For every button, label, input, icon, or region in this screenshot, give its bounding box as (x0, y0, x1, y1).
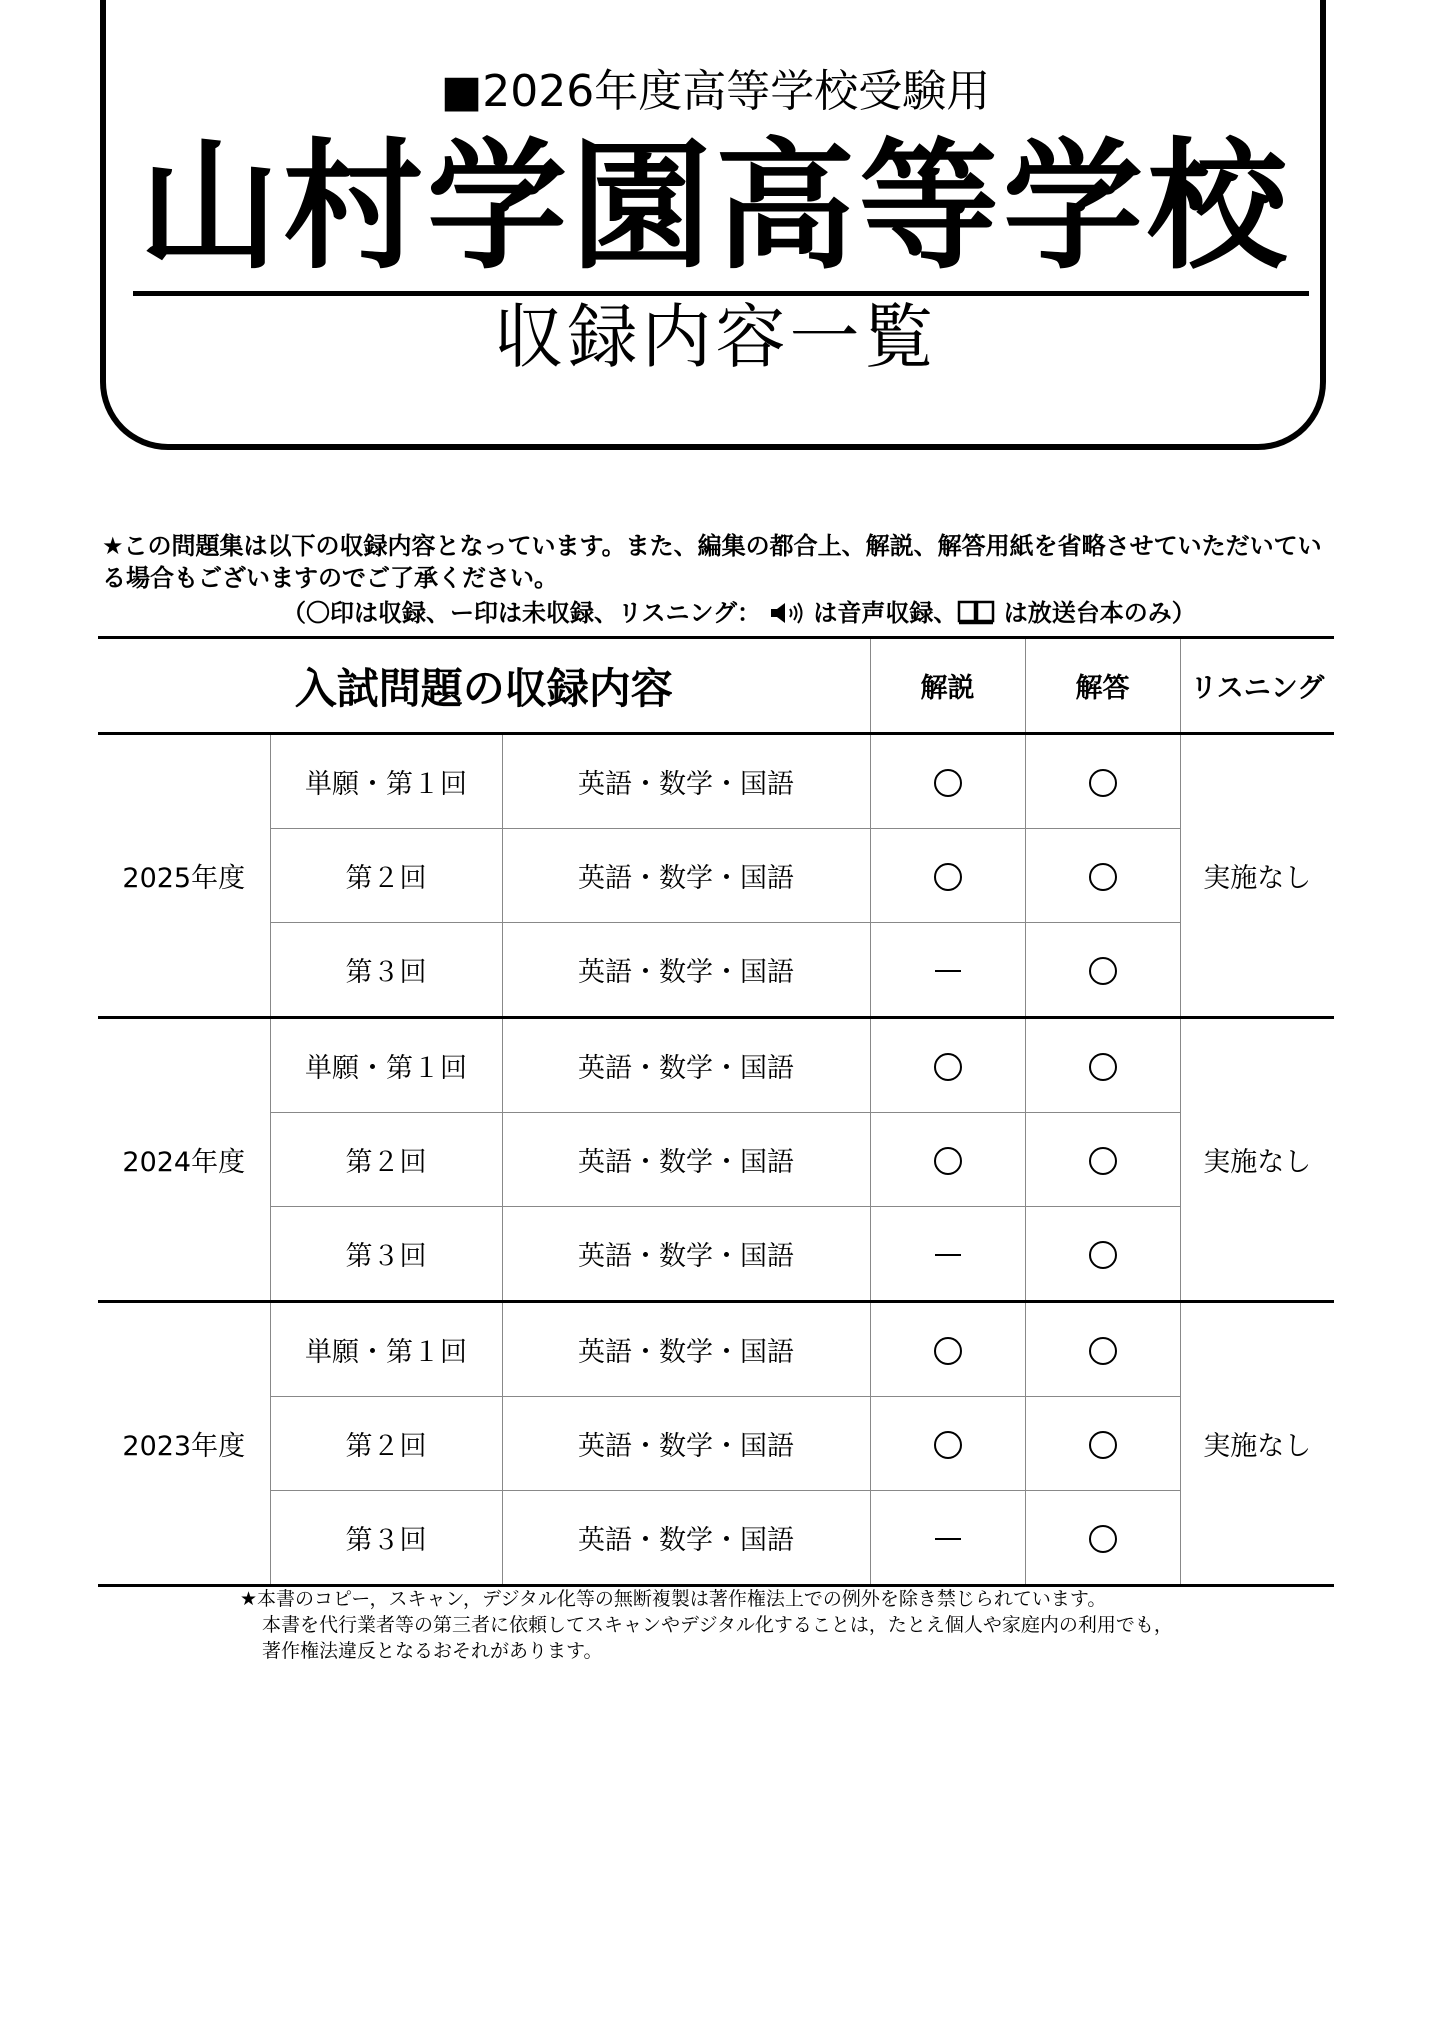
explanation-cell (870, 1207, 1025, 1302)
round-cell: 第２回 (270, 1397, 502, 1491)
table-row (98, 1207, 1334, 1302)
legend-part1: （〇印は収録、ー印は未収録、リスニング： (282, 599, 762, 627)
round-cell: 単願・第１回 (270, 1302, 502, 1397)
explanation-cell (870, 1302, 1025, 1397)
not-recorded-dash-mark (935, 1254, 961, 1256)
subjects-cell: 英語・数学・国語 (502, 1113, 870, 1207)
footer-line2: 本書を代行業者等の第三者に依頼してスキャンやデジタル化することは，たとえ個人や家庭内の利用でも， (262, 1614, 1173, 1636)
listening-cell: 実施なし (1180, 1018, 1334, 1302)
recorded-circle-mark (1089, 957, 1117, 985)
school-name-title: 山村学園高等学校 (138, 126, 1291, 289)
table-row (98, 1018, 1334, 1113)
table-row (98, 734, 1334, 829)
subjects-cell: 英語・数学・国語 (502, 1302, 870, 1397)
listening-cell: 実施なし (1180, 1302, 1334, 1586)
answers-cell (1025, 1491, 1180, 1586)
not-recorded-dash-mark (935, 1538, 961, 1540)
table-row (98, 829, 1334, 923)
answers-cell (1025, 1207, 1180, 1302)
header-listening: リスニング (1180, 638, 1334, 734)
footer-line3: 著作権法違反となるおそれがあります。 (262, 1640, 603, 1662)
table-row (98, 1491, 1334, 1586)
explanation-cell (870, 1491, 1025, 1586)
recorded-circle-mark (1089, 1431, 1117, 1459)
round-cell: 第３回 (270, 1207, 502, 1302)
recorded-circle-mark (1089, 1525, 1117, 1553)
recorded-circle-mark (1089, 1337, 1117, 1365)
recorded-circle-mark (1089, 1147, 1117, 1175)
round-cell: 第３回 (270, 1491, 502, 1586)
legend-line (282, 598, 1342, 628)
round-cell: 第２回 (270, 1113, 502, 1207)
table-row (98, 1113, 1334, 1207)
header-explanation: 解説 (870, 638, 1025, 734)
table-body (98, 734, 1334, 1586)
header-answers: 解答 (1025, 638, 1180, 734)
subjects-cell: 英語・数学・国語 (502, 1491, 870, 1586)
exam-year-line: ■2026年度高等学校受験用 (440, 66, 991, 117)
answers-cell (1025, 829, 1180, 923)
subjects-cell: 英語・数学・国語 (502, 1018, 870, 1113)
recorded-circle-mark (1089, 769, 1117, 797)
listening-cell: 実施なし (1180, 734, 1334, 1018)
recorded-circle-mark (934, 769, 962, 797)
explanation-cell (870, 829, 1025, 923)
contents-list-subtitle: 収録内容一覧 (493, 296, 938, 378)
recorded-circle-mark (1089, 1241, 1117, 1269)
subjects-cell: 英語・数学・国語 (502, 1397, 870, 1491)
subjects-cell: 英語・数学・国語 (502, 923, 870, 1018)
answers-cell (1025, 1113, 1180, 1207)
recorded-circle-mark (1089, 863, 1117, 891)
recorded-circle-mark (934, 1431, 962, 1459)
round-cell: 単願・第１回 (270, 734, 502, 829)
table-header-row (98, 638, 1334, 734)
answers-cell (1025, 1302, 1180, 1397)
speaker-icon (769, 601, 813, 625)
table-row (98, 1302, 1334, 1397)
explanation-cell (870, 1397, 1025, 1491)
explanation-cell (870, 1018, 1025, 1113)
subjects-cell: 英語・数学・国語 (502, 734, 870, 829)
explanation-cell (870, 923, 1025, 1018)
round-cell: 第２回 (270, 829, 502, 923)
year-cell: 2024年度 (98, 1018, 270, 1302)
header-contents: 入試問題の収録内容 (98, 638, 870, 734)
footer-line1: ★本書のコピー，スキャン，デジタル化等の無断複製は著作権法上での例外を除き禁じられています。 (240, 1588, 1107, 1610)
explanation-cell (870, 734, 1025, 829)
book-icon (957, 599, 995, 625)
recorded-circle-mark (934, 1337, 962, 1365)
copyright-footer (240, 1586, 1340, 1664)
year-cell: 2025年度 (98, 734, 270, 1018)
year-cell: 2023年度 (98, 1302, 270, 1586)
recorded-circle-mark (934, 863, 962, 891)
table-row (98, 923, 1334, 1018)
recorded-circle-mark (934, 1053, 962, 1081)
round-cell: 第３回 (270, 923, 502, 1018)
table-row (98, 1397, 1334, 1491)
answers-cell (1025, 1397, 1180, 1491)
subjects-cell: 英語・数学・国語 (502, 1207, 870, 1302)
answers-cell (1025, 923, 1180, 1018)
not-recorded-dash-mark (935, 970, 961, 972)
recorded-circle-mark (1089, 1053, 1117, 1081)
round-cell: 単願・第１回 (270, 1018, 502, 1113)
recorded-circle-mark (934, 1147, 962, 1175)
contents-table (98, 636, 1334, 1587)
answers-cell (1025, 734, 1180, 829)
legend-part3: は放送台本のみ） (995, 599, 1196, 627)
legend-part2: は音声収録、 (813, 599, 958, 627)
explanation-cell (870, 1113, 1025, 1207)
answers-cell (1025, 1018, 1180, 1113)
notice-text: ★この問題集は以下の収録内容となっています。また、編集の都合上、解説、解答用紙を省略させていただいている場合もございますのでご了承ください。 (102, 532, 1322, 592)
subjects-cell: 英語・数学・国語 (502, 829, 870, 923)
